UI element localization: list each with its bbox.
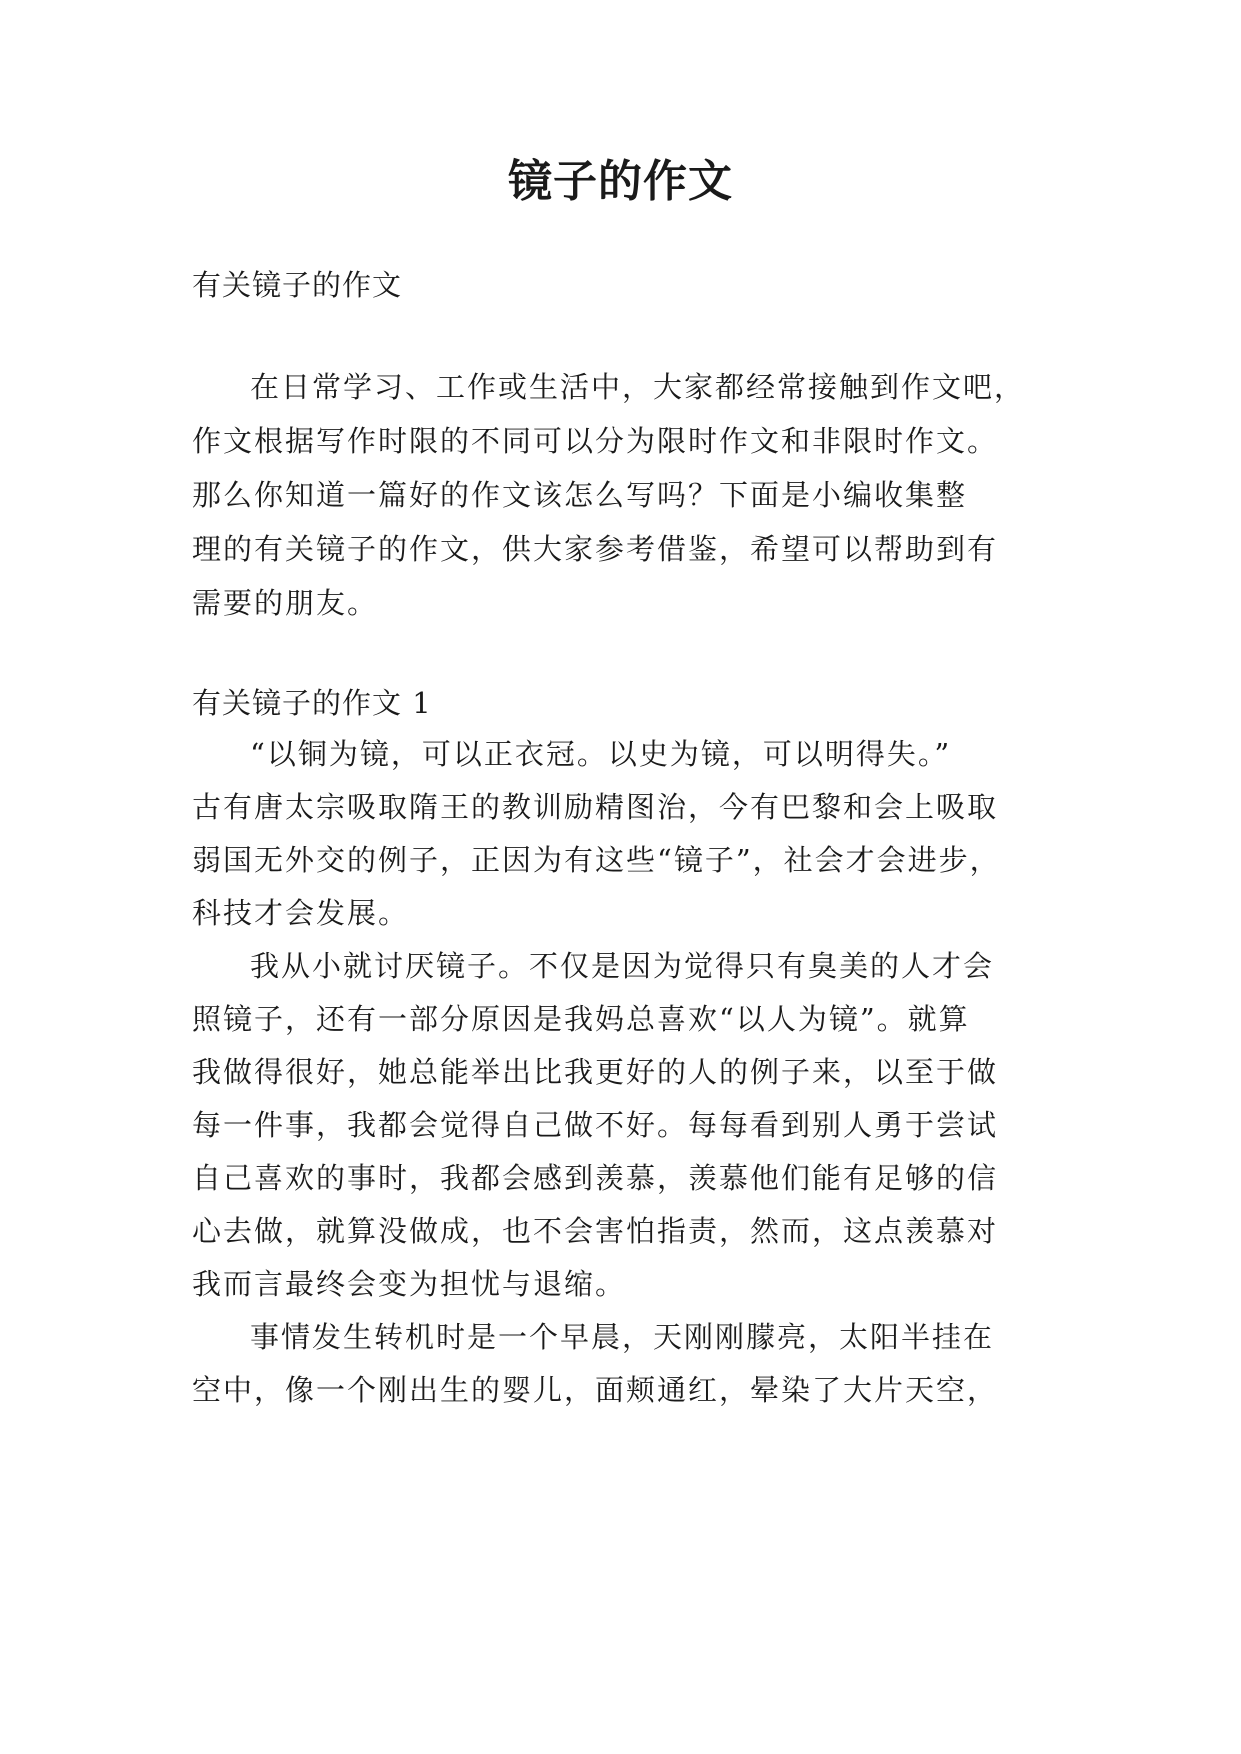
paragraph-line: 我做得很好，她总能举出比我更好的人的例子来，以至于做	[192, 1055, 999, 1089]
paragraph-line: 心去做，就算没做成，也不会害怕指责，然而，这点羡慕对	[192, 1214, 999, 1248]
paragraph-line: 每一件事，我都会觉得自己做不好。每每看到别人勇于尝试	[192, 1108, 999, 1142]
document-subtitle: 有关镜子的作文	[192, 268, 403, 302]
paragraph-line: 事情发生转机时是一个早晨，天刚刚朦亮，太阳半挂在	[250, 1320, 995, 1354]
paragraph-line: 弱国无外交的例子，正因为有这些“镜子”，社会才会进步，	[192, 843, 1001, 877]
paragraph-line: 我从小就讨厌镜子。不仅是因为觉得只有臭美的人才会	[250, 949, 995, 983]
section-heading: 有关镜子的作文 1	[192, 686, 432, 720]
intro-line: 作文根据写作时限的不同可以分为限时作文和非限时作文。	[192, 424, 999, 458]
paragraph-line: 科技才会发展。	[192, 896, 410, 930]
paragraph-line: 我而言最终会变为担忧与退缩。	[192, 1267, 627, 1301]
intro-line: 理的有关镜子的作文，供大家参考借鉴，希望可以帮助到有	[192, 532, 999, 566]
intro-line: 那么你知道一篇好的作文该怎么写吗？下面是小编收集整	[192, 478, 968, 512]
document-title: 镜子的作文	[508, 156, 733, 207]
intro-line: 在日常学习、工作或生活中，大家都经常接触到作文吧，	[250, 370, 1026, 404]
paragraph-line: 空中，像一个刚出生的婴儿，面颊通红，晕染了大片天空，	[192, 1373, 999, 1407]
paragraph-line: 照镜子，还有一部分原因是我妈总喜欢“以人为镜”。就算	[192, 1002, 970, 1036]
paragraph-line: 自己喜欢的事时，我都会感到羡慕，羡慕他们能有足够的信	[192, 1161, 999, 1195]
intro-line: 需要的朋友。	[192, 586, 379, 620]
paragraph-line: 古有唐太宗吸取隋王的教训励精图治，今有巴黎和会上吸取	[192, 790, 999, 824]
paragraph-line: “以铜为镜，可以正衣冠。以史为镜，可以明得失。”	[250, 737, 952, 771]
